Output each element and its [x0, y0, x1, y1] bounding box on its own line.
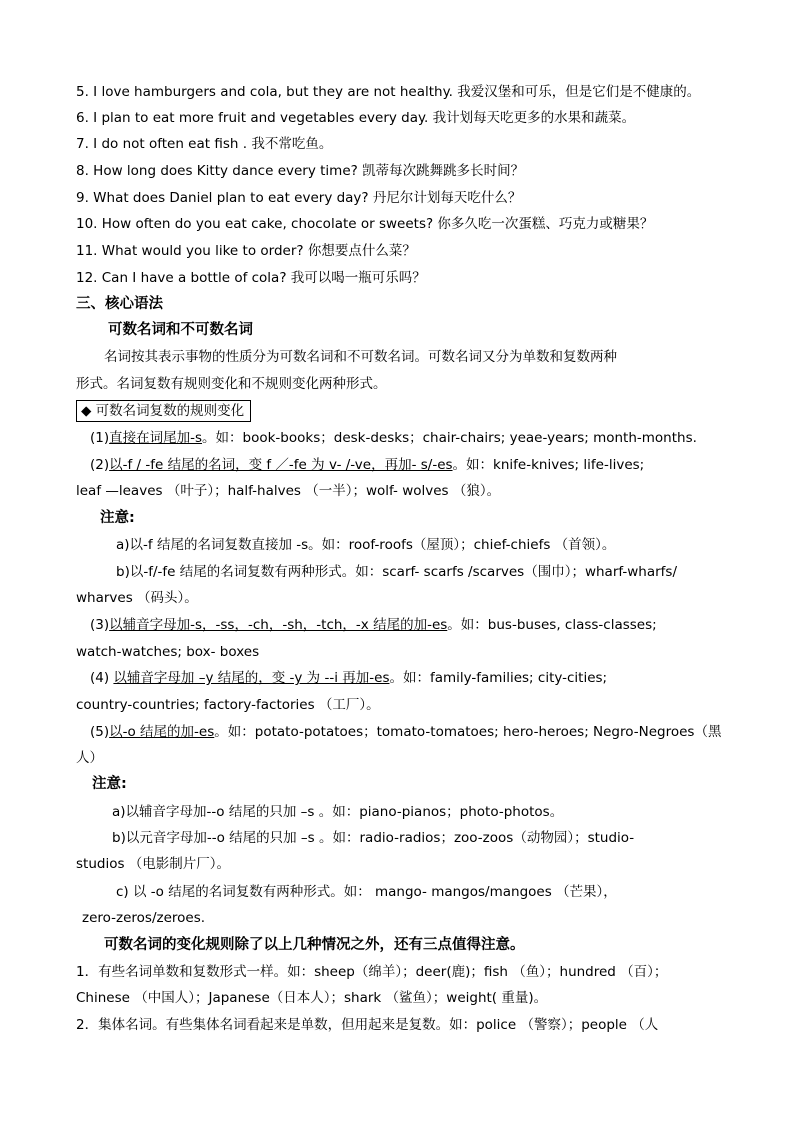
note-1-a: a)以-f 结尾的名词复数直接加 -s。如：roof-roofs（屋顶）；chief-chiefs （首领）。 — [116, 537, 616, 553]
rule-1-examples: 。如：book-books；desk-desks；chair-chairs; yeae-years; month-months. — [202, 430, 697, 446]
rule-2-examples: 。如：knife-knives; life-lives; — [452, 457, 645, 473]
rule-3 — [90, 615, 730, 635]
sentence-12: 12. Can I have a bottle of cola? 我可以喝一瓶可乐吗？ — [76, 270, 426, 286]
rule-1-text: 直接在词尾加-s — [109, 430, 203, 446]
sentence-10: 10. How often do you eat cake, chocolate or sweets? 你多久吃一次蛋糕、巧克力或糖果？ — [76, 216, 654, 232]
rule-box-label: ◆ 可数名词复数的规则变化 — [76, 400, 251, 422]
extra-note-1-continued: Chinese （中国人）；Japanese（日本人）；shark （鲨鱼）；weight( 重量)。 — [76, 990, 548, 1006]
rule-4-text: 以辅音字母加 –y 结尾的，变 -y 为 --i 再加-es — [113, 670, 390, 686]
note-2-label: 注意: — [92, 776, 127, 792]
rule-3-number: (3) — [90, 617, 110, 633]
rule-4-continued: country-countries; factory-factories （工厂）。 — [76, 697, 380, 713]
rule-5 — [90, 722, 730, 742]
rule-4 — [90, 668, 730, 688]
rule-4-examples: 。如：family-families; city-cities; — [389, 670, 608, 686]
extra-note-2: 2．集体名词。有些集体名词看起来是单数，但用起来是复数。如：police （警察）；people （人 — [76, 1017, 659, 1033]
extra-note-1: 1．有些名词单数和复数形式一样。如：sheep（绵羊）；deer(鹿)；fish （鱼）；hundred （百）； — [76, 964, 668, 980]
sentence-6: 6. I plan to eat more fruit and vegetables every day. 我计划每天吃更多的水果和蔬菜。 — [76, 110, 636, 126]
rule-2-text: 以-f / -fe 结尾的名词，变 f ／-fe 为 v- /-ve，再加- s/-es — [109, 457, 453, 473]
rule-1-number: (1) — [90, 430, 110, 446]
note-1-label: 注意: — [100, 510, 135, 526]
rule-2-number: (2) — [90, 457, 110, 473]
sentence-11: 11. What would you like to order? 你想要点什么菜？ — [76, 243, 416, 259]
sentence-8: 8. How long does Kitty dance every time? 凯蒂每次跳舞跳多长时间？ — [76, 163, 525, 179]
section-heading: 三、核心语法 — [76, 296, 163, 312]
sentence-7: 7. I do not often eat fish . 我不常吃鱼。 — [76, 136, 333, 152]
note-1-b: b)以-f/-fe 结尾的名词复数有两种形式。如：scarf- scarfs /scarves（围巾）；wharf-wharfs/ — [116, 564, 678, 580]
note-2-b-continued: studios （电影制片厂）。 — [76, 856, 231, 872]
rule-3-text: 以辅音字母加-s，-ss，-ch，-sh，-tch，-x 结尾的加-es — [109, 617, 448, 633]
intro-line-1: 名词按其表示事物的性质分为可数名词和不可数名词。可数名词又分为单数和复数两种 — [104, 349, 617, 365]
note-2-b: b)以元音字母加--o 结尾的只加 –s 。如：radio-radios；zoo-zoos（动物园）；studio- — [112, 830, 635, 846]
note-2-c-continued: zero-zeros/zeroes. — [82, 910, 206, 926]
sentence-9: 9. What does Daniel plan to eat every day? 丹尼尔计划每天吃什么？ — [76, 190, 522, 206]
note-1-b-continued: wharves （码头）。 — [76, 590, 198, 606]
intro-line-2: 形式。名词复数有规则变化和不规则变化两种形式。 — [76, 376, 387, 392]
sentence-5: 5. I love hamburgers and cola, but they are not healthy. 我爱汉堡和可乐，但是它们是不健康的。 — [76, 84, 701, 100]
rule-2 — [90, 455, 730, 475]
rule-5-number: (5) — [90, 724, 110, 740]
rule-5-examples: 。如：potato-potatoes；tomato-tomatoes; hero-heroes; Negro-Negroes（黑 — [214, 724, 722, 740]
note-2-a: a)以辅音字母加--o 结尾的只加 –s 。如：piano-pianos；photo-photos。 — [112, 804, 564, 820]
rule-4-number: (4) — [90, 670, 114, 686]
rule-5-text: 以-o 结尾的加-es — [109, 724, 215, 740]
rule-1 — [90, 428, 730, 448]
rule-2-continued: leaf —leaves （叶子）；half-halves （一半）；wolf- wolves （狼）。 — [76, 483, 501, 499]
note-2-c: c) 以 -o 结尾的名词复数有两种形式。如： mango- mangos/mangoes （芒果）， — [116, 884, 617, 900]
rule-3-continued: watch-watches; box- boxes — [76, 644, 260, 660]
rule-5-continued: 人） — [76, 750, 103, 766]
subheading: 可数名词和不可数名词 — [108, 322, 253, 338]
extra-heading: 可数名词的变化规则除了以上几种情况之外，还有三点值得注意。 — [104, 937, 525, 953]
rule-3-examples: 。如：bus-buses, class-classes; — [447, 617, 657, 633]
